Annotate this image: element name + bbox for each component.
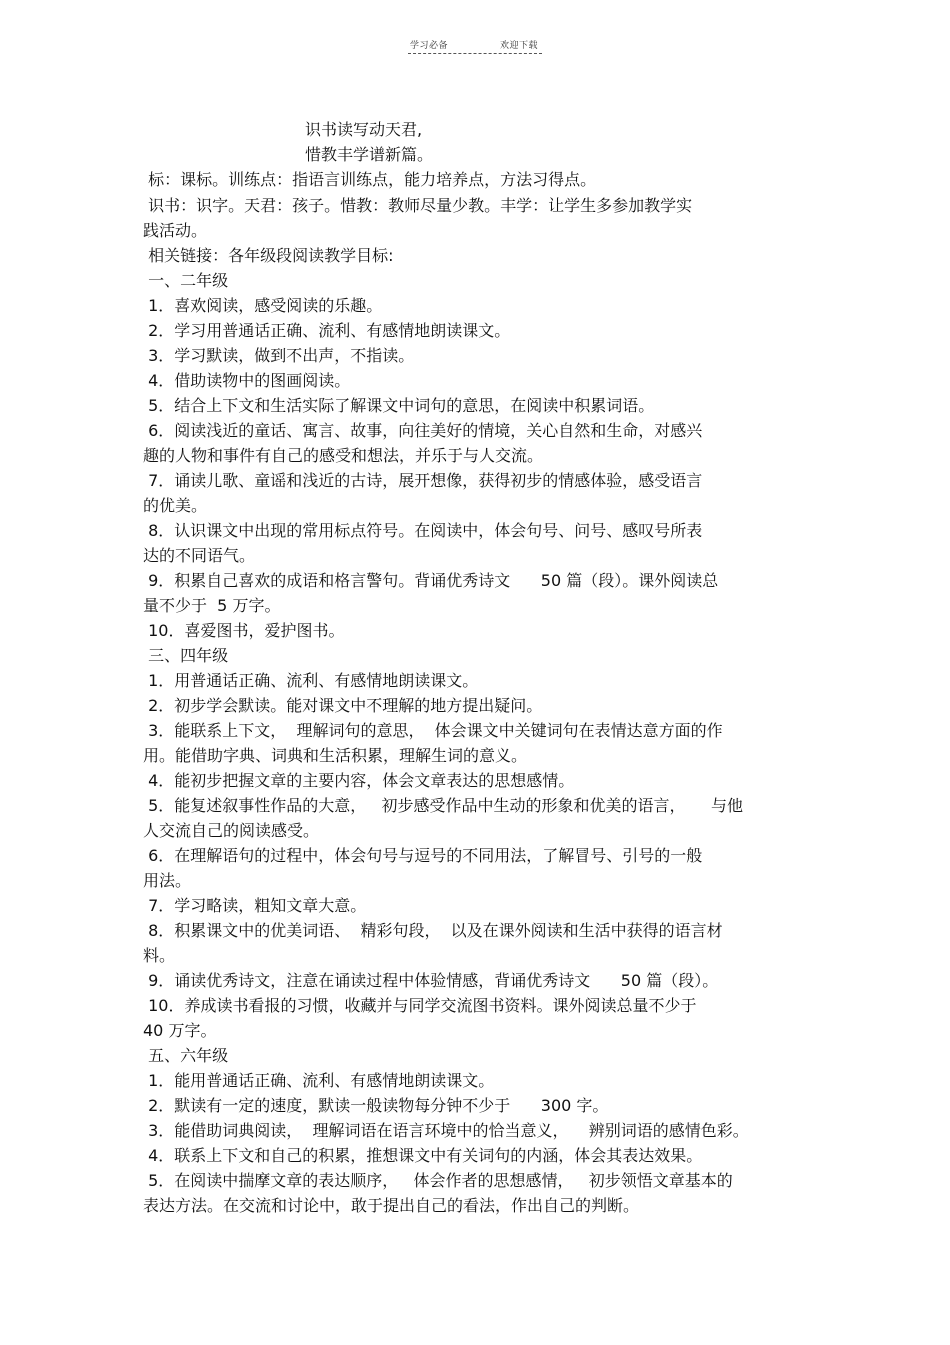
text-line: 9．诵读优秀诗文，注意在诵读过程中体验情感，背诵优秀诗文 50 篇（段）。 — [143, 971, 719, 990]
text-line: 五、六年级 — [143, 1046, 229, 1065]
text-line: 5．结合上下文和生活实际了解课文中词句的意思，在阅读中积累词语。 — [143, 396, 655, 415]
header-left-text: 学习必备 — [410, 41, 449, 51]
text-line: 3．能联系上下文， 理解词句的意思， 体会课文中关键词句在表情达意方面的作 — [143, 721, 723, 740]
text-line: 2．初步学会默读。能对课文中不理解的地方提出疑问。 — [143, 696, 543, 715]
text-line: 9．积累自己喜欢的成语和格言警句。背诵优秀诗文 50 篇（段）。课外阅读总 — [143, 571, 719, 590]
text-line: 2．默读有一定的速度，默读一般读物每分钟不少于 300 字。 — [143, 1096, 609, 1115]
text-line: 8．认识课文中出现的常用标点符号。在阅读中，体会句号、问号、感叹号所表 — [143, 521, 703, 540]
text-line: 达的不同语气。 — [143, 546, 256, 565]
text-line: 的优美。 — [143, 496, 208, 515]
text-line: 1．能用普通话正确、流利、有感情地朗读课文。 — [143, 1071, 495, 1090]
text-line: 用法。 — [143, 871, 192, 890]
text-line: 3．能借助词典阅读， 理解词语在语言环境中的恰当意义， 辨别词语的感情色彩。 — [143, 1121, 749, 1140]
text-line: 识书：识字。天君：孩子。惜教：教师尽量少教。丰学：让学生多参加教学实 — [143, 196, 693, 215]
text-line: 7．学习略读，粗知文章大意。 — [143, 896, 367, 915]
text-line: 用。能借助字典、词典和生活积累，理解生词的意义。 — [143, 746, 528, 765]
text-line: 40 万字。 — [143, 1021, 217, 1040]
text-line: 料。 — [143, 946, 176, 965]
text-line: 4．借助读物中的图画阅读。 — [143, 371, 351, 390]
text-line: 一、二年级 — [143, 271, 229, 290]
text-line: 8．积累课文中的优美词语、 精彩句段， 以及在课外阅读和生活中获得的语言材 — [143, 921, 723, 940]
text-line: 3．学习默读，做到不出声，不指读。 — [143, 346, 415, 365]
text-line: 践活动。 — [143, 221, 208, 240]
header-divider — [408, 53, 542, 54]
text-line: 5．在阅读中揣摩文章的表达顺序， 体会作者的思想感情， 初步领悟文章基本的 — [143, 1171, 733, 1190]
text-line: 1．用普通话正确、流利、有感情地朗读课文。 — [143, 671, 479, 690]
text-line: 表达方法。在交流和讨论中，敢于提出自己的看法，作出自己的判断。 — [143, 1196, 640, 1215]
text-line: 1．喜欢阅读，感受阅读的乐趣。 — [143, 296, 383, 315]
text-line: 4．能初步把握文章的主要内容，体会文章表达的思想感情。 — [143, 771, 575, 790]
text-line: 5．能复述叙事性作品的大意， 初步感受作品中生动的形象和优美的语言， 与他 — [143, 796, 743, 815]
text-line: 6．阅读浅近的童话、寓言、故事，向往美好的情境，关心自然和生命，对感兴 — [143, 421, 703, 440]
text-line: 7．诵读儿歌、童谣和浅近的古诗，展开想像，获得初步的情感体验，感受语言 — [143, 471, 703, 490]
header-right-text: 欢迎下载 — [500, 41, 539, 51]
text-line: 4．联系上下文和自己的积累，推想课文中有关词句的内涵，体会其表达效果。 — [143, 1146, 703, 1165]
text-line: 趣的人物和事件有自己的感受和想法，并乐于与人交流。 — [143, 446, 544, 465]
poem-line-1: 识书读写动天君, — [305, 120, 423, 139]
text-line: 2．学习用普通话正确、流利、有感情地朗读课文。 — [143, 321, 511, 340]
text-line: 标：课标。训练点：指语言训练点，能力培养点，方法习得点。 — [143, 170, 597, 189]
text-line: 相关链接：各年级段阅读教学目标: — [143, 246, 394, 265]
text-line: 量不少于 5 万字。 — [143, 596, 281, 615]
text-line: 10．养成读书看报的习惯，收藏并与同学交流图书资料。课外阅读总量不少于 — [143, 996, 697, 1015]
poem-line-2: 惜教丰学谱新篇。 — [305, 145, 434, 164]
text-line: 6．在理解语句的过程中，体会句号与逗号的不同用法，了解冒号、引号的一般 — [143, 846, 703, 865]
text-line: 三、四年级 — [143, 646, 229, 665]
text-line: 人交流自己的阅读感受。 — [143, 821, 320, 840]
text-line: 10．喜爱图书，爱护图书。 — [143, 621, 345, 640]
